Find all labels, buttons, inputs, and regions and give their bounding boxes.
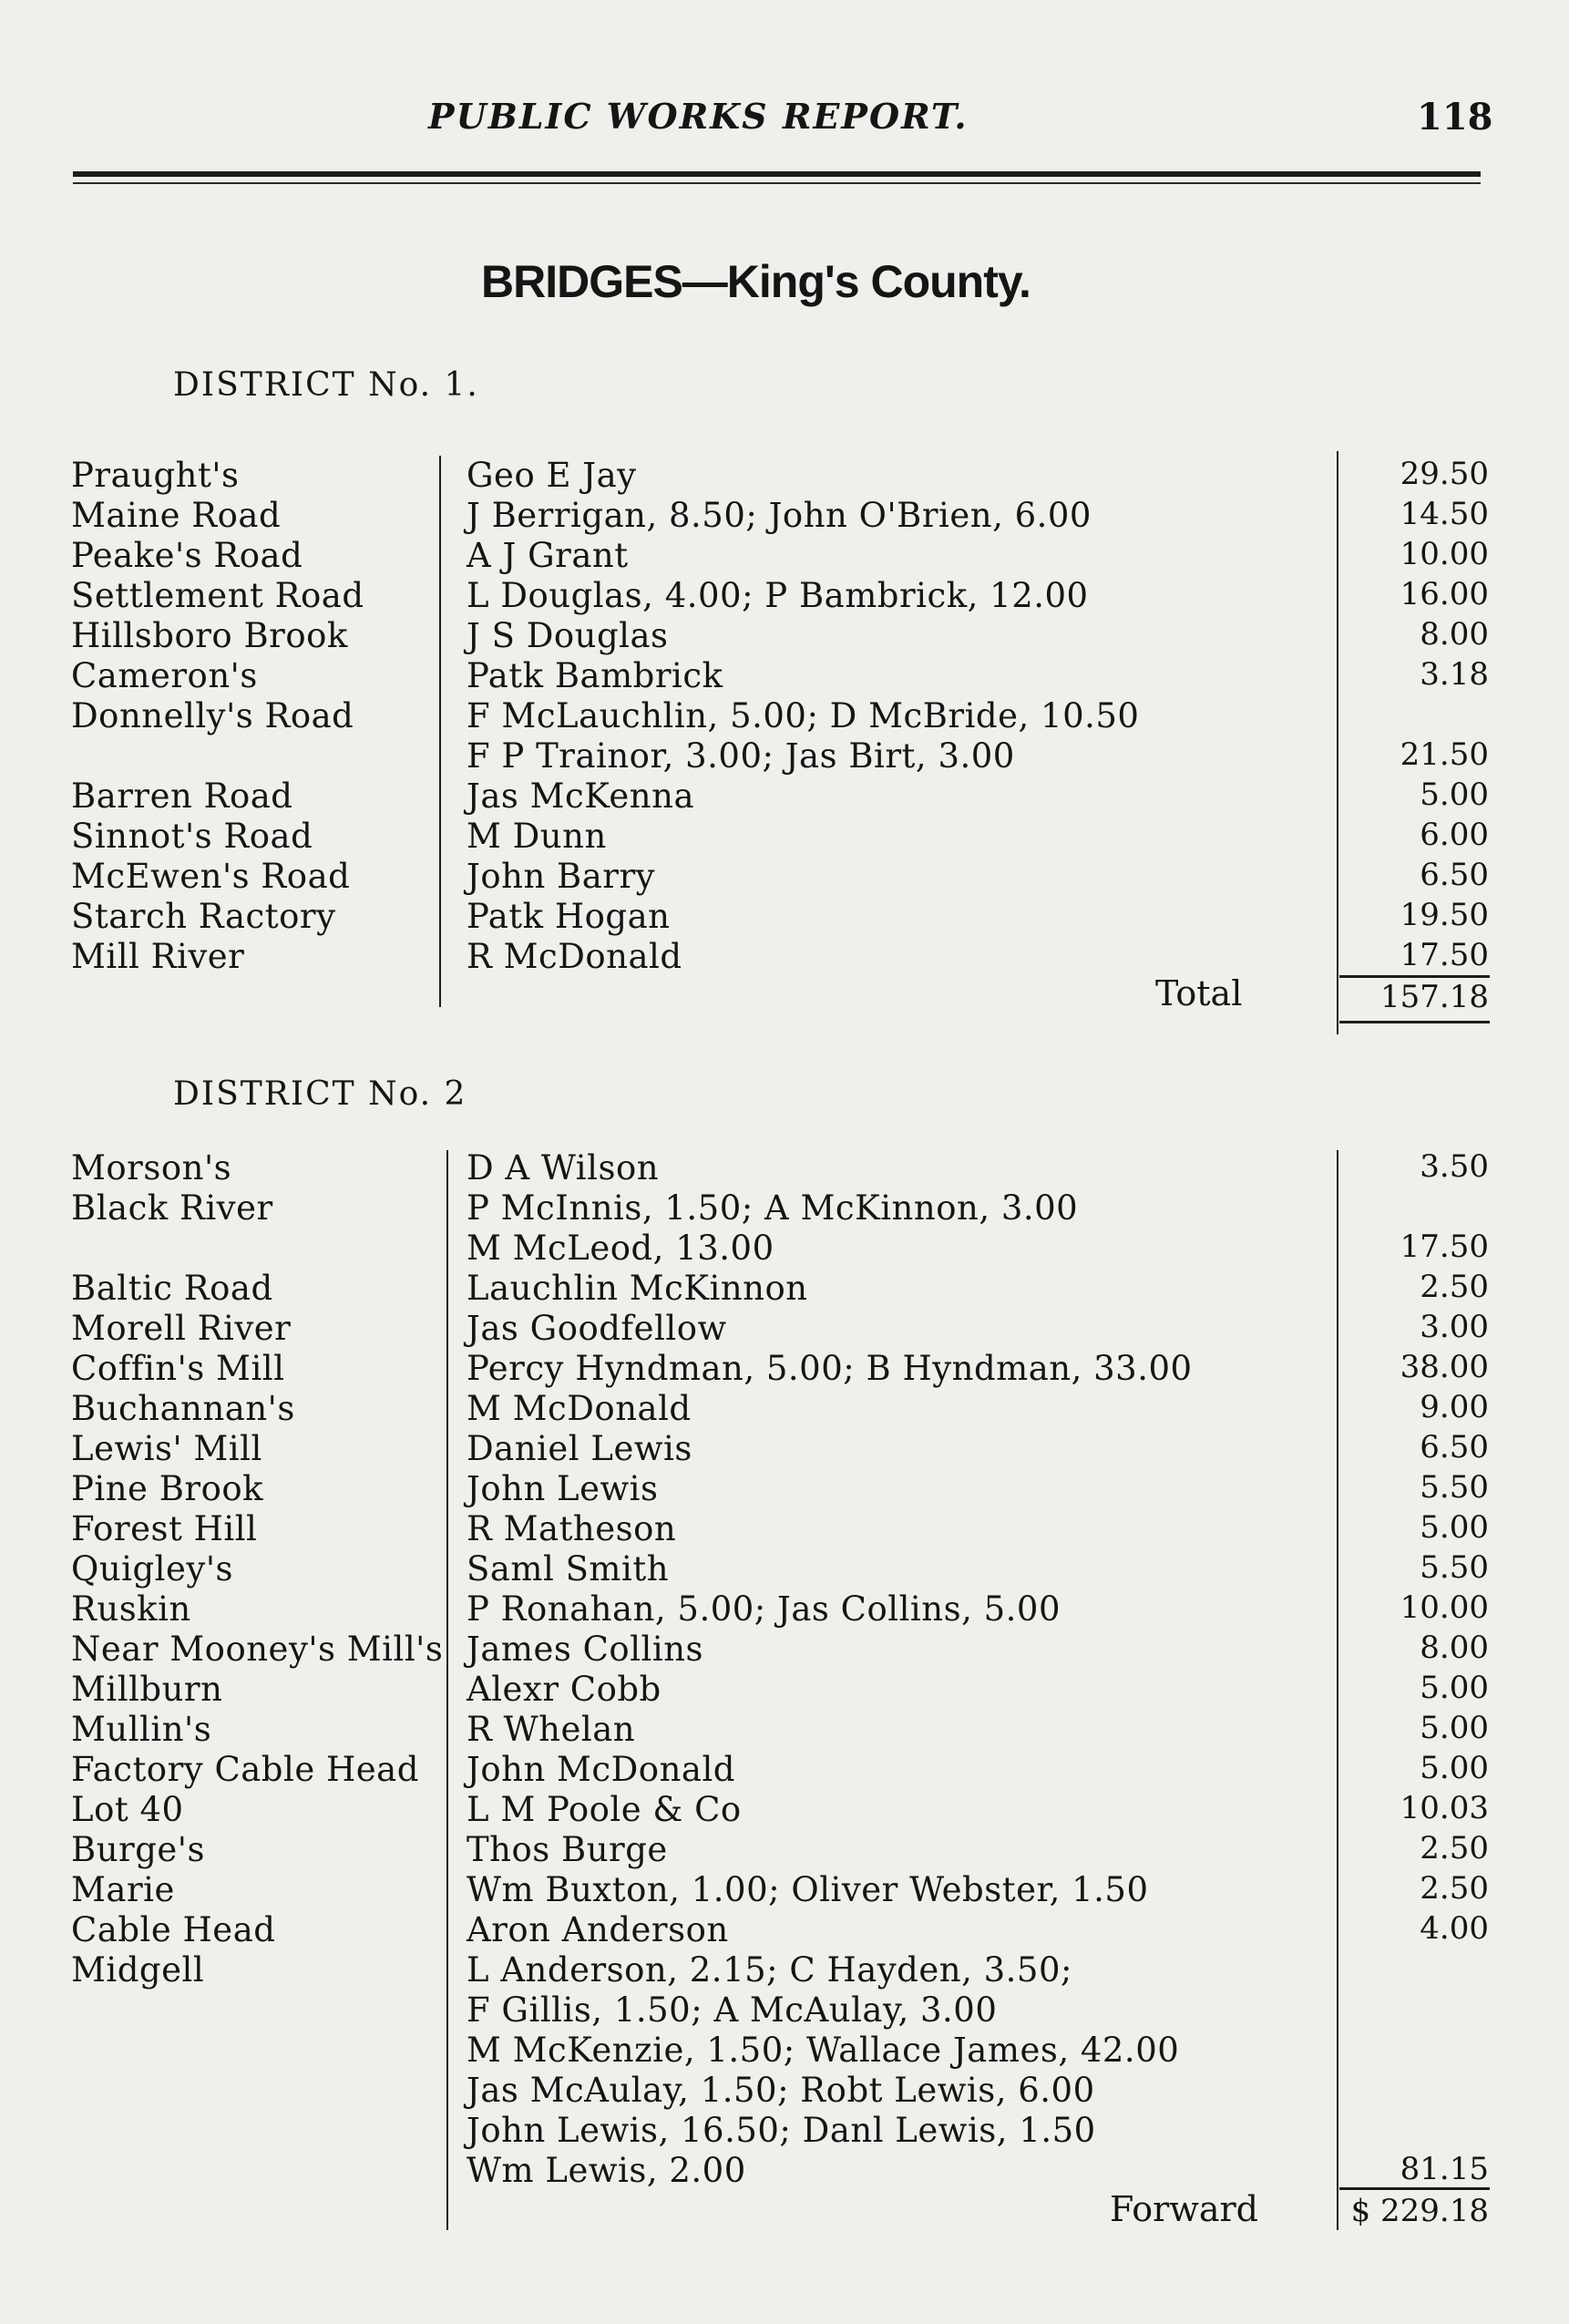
table-row bbox=[0, 656, 1569, 696]
amount: 2.50 bbox=[1420, 1870, 1489, 1907]
forward-label: Forward bbox=[1110, 2189, 1259, 2229]
place-name: Quigley's bbox=[71, 1549, 233, 1589]
payee: Aron Anderson bbox=[467, 1910, 729, 1949]
table-row bbox=[0, 937, 1569, 977]
amount: 5.00 bbox=[1420, 1670, 1489, 1706]
table-row bbox=[0, 1750, 1569, 1790]
place-name: Mullin's bbox=[71, 1710, 212, 1749]
table-row bbox=[0, 536, 1569, 576]
amount: 3.18 bbox=[1420, 656, 1489, 693]
payee: John McDonald bbox=[467, 1750, 735, 1789]
running-title: PUBLIC WORKS REPORT. bbox=[428, 96, 969, 137]
payee: F Gillis, 1.50; A McAulay, 3.00 bbox=[467, 1990, 998, 2030]
table-row bbox=[0, 1670, 1569, 1710]
table-row bbox=[0, 1589, 1569, 1630]
payee: M McKenzie, 1.50; Wallace James, 42.00 bbox=[467, 2031, 1180, 2070]
payee: M Dunn bbox=[467, 817, 607, 856]
payee: M McLeod, 13.00 bbox=[467, 1229, 774, 1268]
place-name: Donnelly's Road bbox=[71, 696, 354, 735]
table-row bbox=[0, 456, 1569, 496]
amount: 21.50 bbox=[1400, 736, 1489, 773]
table-row bbox=[0, 776, 1569, 817]
table-row bbox=[0, 2031, 1569, 2071]
total-rule bbox=[1339, 975, 1490, 978]
payee: Daniel Lewis bbox=[467, 1429, 692, 1468]
district-2-heading: DISTRICT No. 2 bbox=[173, 1075, 467, 1113]
amount: 3.50 bbox=[1420, 1148, 1489, 1185]
place-name: Millburn bbox=[71, 1670, 223, 1709]
place-name: Cameron's bbox=[71, 656, 258, 695]
payee: Lauchlin McKinnon bbox=[467, 1269, 808, 1308]
payee: J S Douglas bbox=[467, 616, 669, 655]
amount: 6.50 bbox=[1420, 857, 1489, 893]
place-name: Cable Head bbox=[71, 1910, 276, 1949]
table-row bbox=[0, 2071, 1569, 2111]
table-row bbox=[0, 1990, 1569, 2031]
payee: F P Trainor, 3.00; Jas Birt, 3.00 bbox=[467, 736, 1015, 776]
header-rule-thin bbox=[73, 182, 1481, 184]
amount: 9.00 bbox=[1420, 1389, 1489, 1425]
payee: Wm Lewis, 2.00 bbox=[467, 2151, 746, 2190]
place-name: Midgell bbox=[71, 1950, 205, 1990]
payee: Jas McAulay, 1.50; Robt Lewis, 6.00 bbox=[467, 2071, 1095, 2110]
amount: 19.50 bbox=[1400, 897, 1489, 933]
payee: F McLauchlin, 5.00; D McBride, 10.50 bbox=[467, 696, 1140, 735]
place-name: Buchannan's bbox=[71, 1389, 295, 1428]
payee: R Whelan bbox=[467, 1710, 636, 1749]
table-row bbox=[0, 1349, 1569, 1389]
payee: P Ronahan, 5.00; Jas Collins, 5.00 bbox=[467, 1589, 1061, 1629]
forward-rule bbox=[1339, 2187, 1490, 2190]
amount: 2.50 bbox=[1420, 1269, 1489, 1305]
payee: Patk Bambrick bbox=[467, 656, 723, 695]
place-name: Burge's bbox=[71, 1830, 205, 1869]
place-name: Morell River bbox=[71, 1309, 292, 1348]
place-name: Praught's bbox=[71, 456, 240, 495]
table-row bbox=[0, 1830, 1569, 1870]
place-name: Pine Brook bbox=[71, 1469, 264, 1508]
place-name: Mill River bbox=[71, 937, 245, 976]
table-row bbox=[0, 496, 1569, 536]
amount: 29.50 bbox=[1400, 456, 1489, 492]
table-row bbox=[0, 576, 1569, 616]
payee: L Douglas, 4.00; P Bambrick, 12.00 bbox=[467, 576, 1089, 615]
place-name: McEwen's Road bbox=[71, 857, 351, 896]
header-rule bbox=[73, 171, 1481, 177]
payee: John Lewis bbox=[467, 1469, 659, 1508]
amount: 5.50 bbox=[1420, 1549, 1489, 1586]
table-row bbox=[0, 1509, 1569, 1549]
payee: Thos Burge bbox=[467, 1830, 668, 1869]
place-name: Forest Hill bbox=[71, 1509, 258, 1548]
place-name: Baltic Road bbox=[71, 1269, 273, 1308]
table-row bbox=[0, 1309, 1569, 1349]
amount: 8.00 bbox=[1420, 616, 1489, 653]
payee: M McDonald bbox=[467, 1389, 692, 1428]
table-row bbox=[0, 817, 1569, 857]
payee: Jas McKenna bbox=[467, 776, 695, 816]
amount: 17.50 bbox=[1400, 1229, 1489, 1265]
table-row bbox=[0, 1790, 1569, 1830]
amount: 5.00 bbox=[1420, 776, 1489, 813]
table-row bbox=[0, 1148, 1569, 1188]
payee: Percy Hyndman, 5.00; B Hyndman, 33.00 bbox=[467, 1349, 1193, 1388]
table-row bbox=[0, 2151, 1569, 2191]
payee: James Collins bbox=[467, 1630, 704, 1669]
table-row bbox=[0, 1710, 1569, 1750]
table-row bbox=[0, 616, 1569, 656]
amount: 10.00 bbox=[1400, 536, 1489, 572]
forward-amount: $ 229.18 bbox=[1350, 2193, 1489, 2229]
place-name: Near Mooney's Mill's bbox=[71, 1630, 444, 1669]
payee: J Berrigan, 8.50; John O'Brien, 6.00 bbox=[467, 496, 1092, 535]
place-name: Maine Road bbox=[71, 496, 282, 535]
payee: R Matheson bbox=[467, 1509, 677, 1548]
table-row bbox=[0, 1549, 1569, 1589]
place-name: Marie bbox=[71, 1870, 175, 1909]
amount: 81.15 bbox=[1400, 2151, 1489, 2187]
payee: L M Poole & Co bbox=[467, 1790, 742, 1829]
table-row bbox=[0, 1389, 1569, 1429]
table-row bbox=[0, 857, 1569, 897]
place-name: Barren Road bbox=[71, 776, 293, 816]
table-row bbox=[0, 736, 1569, 776]
payee: Geo E Jay bbox=[467, 456, 637, 495]
place-name: Black River bbox=[71, 1188, 273, 1228]
total-label: Total bbox=[1155, 973, 1243, 1013]
payee: John Barry bbox=[467, 857, 656, 896]
payee: L Anderson, 2.15; C Hayden, 3.50; bbox=[467, 1950, 1072, 1990]
place-name: Factory Cable Head bbox=[71, 1750, 419, 1789]
payee: A J Grant bbox=[467, 536, 629, 575]
amount: 3.00 bbox=[1420, 1309, 1489, 1345]
place-name: Lewis' Mill bbox=[71, 1429, 262, 1468]
amount: 10.00 bbox=[1400, 1589, 1489, 1626]
amount: 14.50 bbox=[1400, 496, 1489, 532]
table-row bbox=[0, 1429, 1569, 1469]
total-amount: 157.18 bbox=[1380, 979, 1489, 1015]
table-row bbox=[0, 2111, 1569, 2151]
payee: Patk Hogan bbox=[467, 897, 671, 936]
amount: 8.00 bbox=[1420, 1630, 1489, 1666]
table-row bbox=[0, 1950, 1569, 1990]
amount: 6.00 bbox=[1420, 817, 1489, 853]
section-title: BRIDGES—King's County. bbox=[481, 256, 1031, 307]
place-name: Lot 40 bbox=[71, 1790, 184, 1829]
payee: D A Wilson bbox=[467, 1148, 660, 1188]
payee: R McDonald bbox=[467, 937, 682, 976]
payee: Saml Smith bbox=[467, 1549, 670, 1589]
amount: 16.00 bbox=[1400, 576, 1489, 612]
place-name: Ruskin bbox=[71, 1589, 191, 1629]
place-name: Peake's Road bbox=[71, 536, 303, 575]
amount: 5.00 bbox=[1420, 1750, 1489, 1786]
table-row bbox=[0, 696, 1569, 736]
amount: 5.00 bbox=[1420, 1710, 1489, 1746]
amount: 17.50 bbox=[1400, 937, 1489, 973]
district-1-heading: DISTRICT No. 1. bbox=[173, 366, 479, 404]
amount: 10.03 bbox=[1400, 1790, 1489, 1826]
payee: Wm Buxton, 1.00; Oliver Webster, 1.50 bbox=[467, 1870, 1149, 1909]
place-name: Sinnot's Road bbox=[71, 817, 313, 856]
amount: 4.00 bbox=[1420, 1910, 1489, 1947]
amount: 38.00 bbox=[1400, 1349, 1489, 1385]
amount: 6.50 bbox=[1420, 1429, 1489, 1465]
place-name: Starch Ractory bbox=[71, 897, 336, 936]
table-row bbox=[0, 1870, 1569, 1910]
table-row bbox=[0, 1469, 1569, 1509]
place-name: Settlement Road bbox=[71, 576, 364, 615]
table-row bbox=[0, 897, 1569, 937]
payee: Alexr Cobb bbox=[467, 1670, 661, 1709]
amount: 5.50 bbox=[1420, 1469, 1489, 1506]
table-row bbox=[0, 1630, 1569, 1670]
page-number: 118 bbox=[1417, 96, 1493, 139]
table-row bbox=[0, 1229, 1569, 1269]
amount: 2.50 bbox=[1420, 1830, 1489, 1866]
place-name: Coffin's Mill bbox=[71, 1349, 285, 1388]
place-name: Hillsboro Brook bbox=[71, 616, 348, 655]
table-row bbox=[0, 1910, 1569, 1950]
table-row bbox=[0, 1188, 1569, 1229]
amount: 5.00 bbox=[1420, 1509, 1489, 1546]
place-name: Morson's bbox=[71, 1148, 232, 1188]
payee: P McInnis, 1.50; A McKinnon, 3.00 bbox=[467, 1188, 1079, 1228]
payee: John Lewis, 16.50; Danl Lewis, 1.50 bbox=[467, 2111, 1096, 2150]
total-underline bbox=[1339, 1021, 1490, 1023]
table-row bbox=[0, 1269, 1569, 1309]
payee: Jas Goodfellow bbox=[467, 1309, 727, 1348]
